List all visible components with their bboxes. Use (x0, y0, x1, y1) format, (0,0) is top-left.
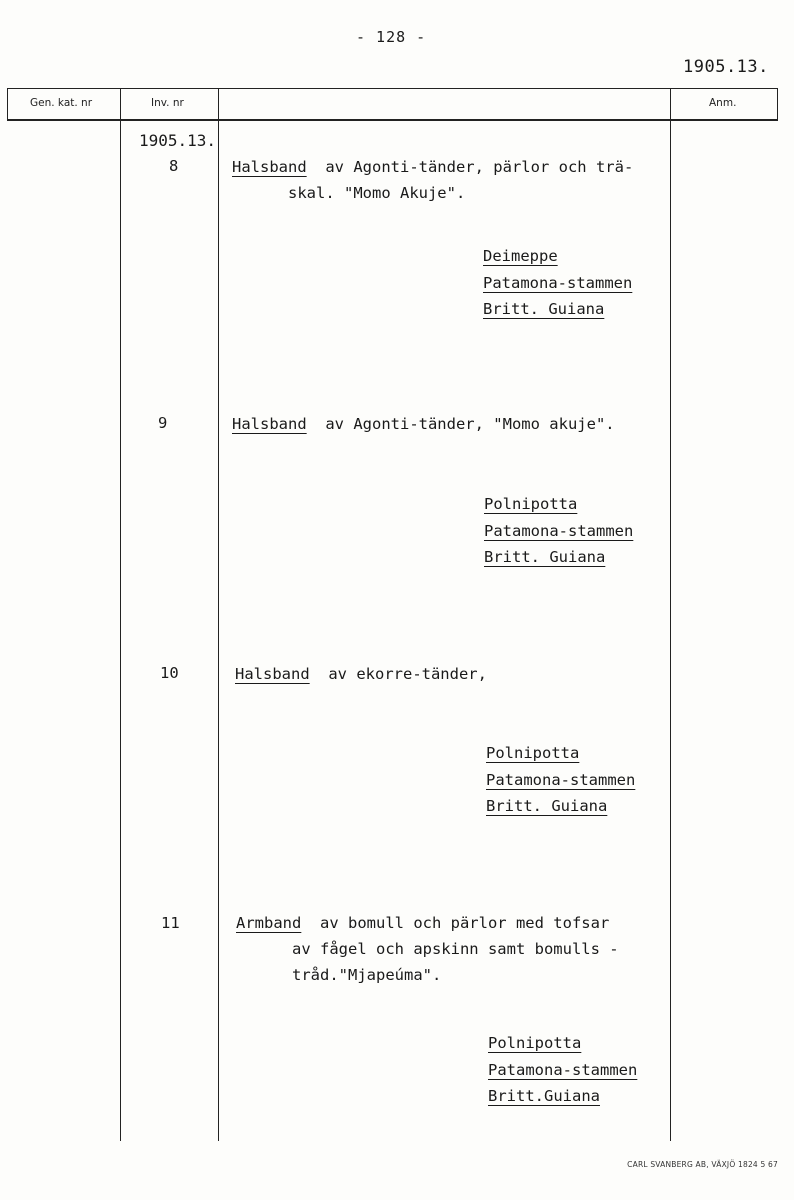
column-header-inv-nr: Inv. nr (151, 97, 184, 109)
provenance-tribe: Patamona-stammen (488, 1060, 638, 1079)
provenance-collector: Polnipotta (484, 495, 578, 513)
column-header-anm: Anm. (709, 97, 737, 109)
provenance-collector: Deimeppe (483, 247, 558, 265)
provenance-block (483, 243, 632, 323)
provenance-tribe: Patamona-stammen (484, 521, 634, 540)
description-line: av fågel och apskinn samt bomulls - (292, 940, 619, 958)
description-text: av Agonti-tänder, "Momo akuje". (325, 415, 615, 433)
provenance-region: Britt. Guiana (484, 548, 606, 566)
page-number: - 128 - (356, 28, 427, 46)
entry-description (232, 154, 633, 206)
left-border-header (7, 88, 8, 120)
object-keyword: Armband (236, 914, 302, 932)
printer-imprint: CARL SVANBERG AB, VÄXJÖ 1824 5 67 (627, 1160, 778, 1169)
header-top-rule (7, 88, 778, 89)
column-divider-inv-desc (218, 88, 219, 1141)
inventory-number: 11 (161, 914, 180, 932)
series-label: 1905.13. (139, 131, 217, 150)
object-keyword: Halsband (232, 158, 307, 176)
entry-description (232, 411, 615, 437)
inventory-number: 10 (160, 664, 179, 682)
column-divider-gen-inv (120, 88, 121, 1141)
provenance-region: Britt.Guiana (488, 1087, 600, 1105)
provenance-tribe: Patamona-stammen (483, 273, 633, 292)
provenance-collector: Polnipotta (488, 1034, 582, 1052)
provenance-collector: Polnipotta (486, 744, 580, 762)
provenance-region: Britt. Guiana (483, 300, 605, 318)
description-text: av ekorre-tänder, (328, 665, 487, 683)
provenance-region: Britt. Guiana (486, 797, 608, 815)
description-text: av Agonti-tänder, pärlor och trä- (325, 158, 634, 176)
provenance-block (484, 491, 633, 571)
inventory-number: 9 (158, 414, 168, 432)
description-line: skal. "Momo Akuje". (288, 184, 466, 202)
right-border-header (777, 88, 778, 120)
provenance-tribe: Patamona-stammen (486, 770, 636, 789)
catalog-series-ref: 1905.13. (683, 57, 769, 77)
description-line (236, 910, 619, 936)
column-header-gen-kat: Gen. kat. nr (30, 97, 93, 109)
object-keyword: Halsband (235, 665, 310, 683)
header-bottom-rule (7, 119, 778, 121)
entry-description (236, 910, 619, 988)
entry-description (235, 661, 487, 687)
description-text: av bomull och pärlor med tofsar (320, 914, 610, 932)
description-line (235, 661, 487, 687)
provenance-block (486, 740, 635, 820)
description-line: tråd."Mjapeúma". (292, 966, 442, 984)
description-line (232, 154, 633, 180)
provenance-block (488, 1030, 637, 1110)
object-keyword: Halsband (232, 415, 307, 433)
inventory-number: 8 (169, 157, 179, 175)
column-divider-desc-anm (670, 88, 671, 1141)
description-line (232, 411, 615, 437)
